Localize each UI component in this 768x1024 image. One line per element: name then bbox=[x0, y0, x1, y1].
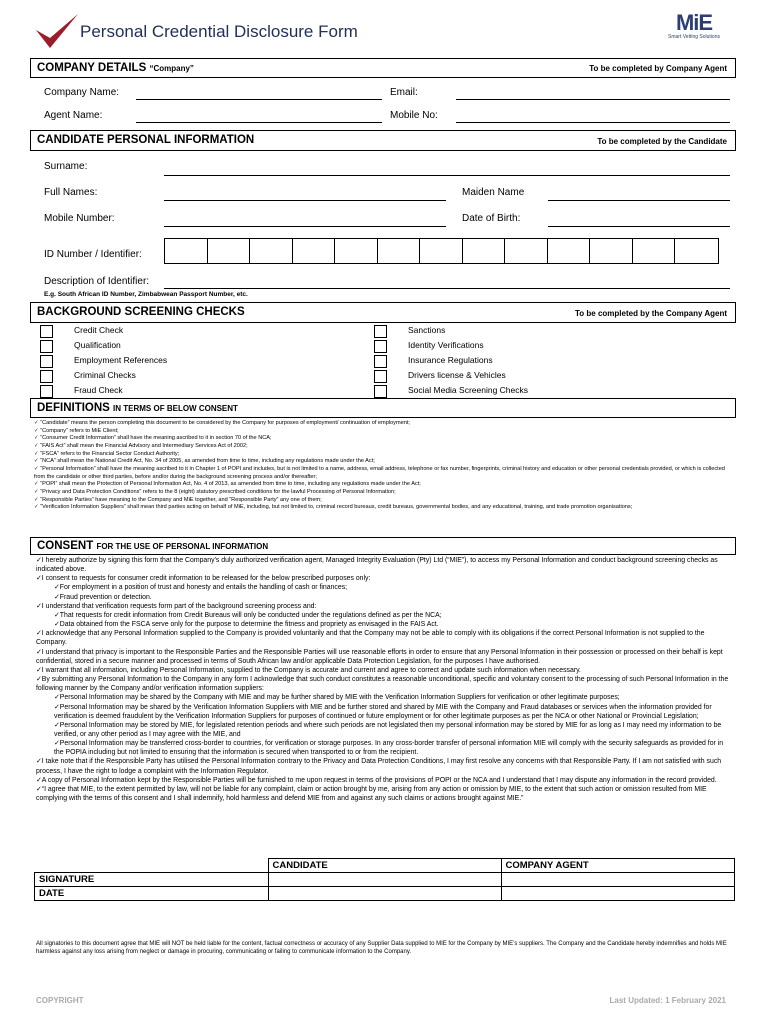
candidate-column-header: CANDIDATE bbox=[268, 859, 501, 873]
consent-item: ✓A copy of Personal Information kept by the Responsible Parties will be furnished to me upon request in terms of the provisions of POPI or the NCA and I understand that I may dispute any information in the record provided. bbox=[36, 776, 717, 784]
definition-item: ✓ “Personal Information” shall have the meaning ascribed to it in Chapter 1 of POPI and includes, but is not limited to a name, address, email address, telephone or fax number, fingerprints, criminal history and education or other personal credentials provided, or which is collected from the candidate or other third parties, before and/or during the background screening process and/or thereafter; bbox=[34, 465, 725, 480]
check-label: Credit Check bbox=[74, 325, 124, 335]
agent-date-cell[interactable] bbox=[501, 887, 734, 901]
description-field[interactable] bbox=[164, 288, 730, 289]
sanctions-checkbox[interactable] bbox=[374, 325, 387, 338]
consent-text bbox=[36, 556, 734, 803]
consent-item: ✓I understand that privacy is important to the Responsible Parties and the Responsible Parties will use reasonable efforts in order to ensure that any Personal Information in their possession or processed on their behalf is kept confidential, stored in a secure manner and processed in terms of South African law and/or applicable Data Protection Legislation, for the purposes I have authorised. bbox=[36, 648, 723, 665]
full-names-label: Full Names: bbox=[44, 187, 98, 198]
credit-check-checkbox[interactable] bbox=[40, 325, 53, 338]
mie-logo-text: MiE bbox=[675, 10, 713, 35]
id-number-label: ID Number / Identifier: bbox=[44, 249, 142, 260]
consent-item: ✓I warrant that all information, including Personal Information, supplied to the Company is accurate and current and agree to correct and update such information when necessary. bbox=[36, 666, 581, 674]
background-title: BACKGROUND SCREENING CHECKS bbox=[37, 306, 245, 318]
maiden-name-label: Maiden Name bbox=[462, 187, 525, 198]
email-field[interactable] bbox=[456, 99, 730, 100]
background-header bbox=[30, 302, 736, 323]
definition-item: ✓ “Consumer Credit Information” shall have the meaning ascribed to it in section 70 of the NCA; bbox=[34, 435, 272, 442]
company-agent-column-header: COMPANY AGENT bbox=[501, 859, 734, 873]
definition-item: ✓ “Privacy and Data Protection Conditions” refers to the 8 (eight) statutory prescribed conditions for the lawful Processing of Personal Information; bbox=[34, 488, 396, 495]
check-label: Employment References bbox=[74, 355, 168, 365]
employment-references-checkbox[interactable] bbox=[40, 355, 53, 368]
candidate-note: To be completed by the Candidate bbox=[597, 137, 727, 146]
candidate-signature-cell[interactable] bbox=[268, 873, 501, 887]
definition-item: ✓ “Responsible Parties” have meaning to the Company and MiE together, and “Responsible Party” any one of them; bbox=[34, 496, 322, 503]
consent-subitem: ✓That requests for credit information from Credit Bureaus will only be conducted under the regulations defined as per the NCA; bbox=[54, 611, 442, 619]
definitions-subtitle: IN TERMS OF BELOW CONSENT bbox=[113, 404, 238, 413]
check-label: Sanctions bbox=[408, 325, 446, 335]
check-label: Criminal Checks bbox=[74, 370, 136, 380]
drivers-license-checkbox[interactable] bbox=[374, 370, 387, 383]
surname-label: Surname: bbox=[44, 161, 88, 172]
date-row-label: DATE bbox=[35, 887, 269, 901]
surname-field[interactable] bbox=[164, 175, 730, 176]
mobile-no-label: Mobile No: bbox=[390, 110, 438, 121]
checkmark-logo-icon bbox=[34, 12, 80, 52]
copyright-text: COPYRIGHT bbox=[36, 996, 84, 1005]
mobile-number-label: Mobile Number: bbox=[44, 213, 115, 224]
consent-item: ✓I understand that verification requests form part of the background screening process and: bbox=[36, 602, 317, 610]
consent-subitem: ✓Fraud prevention or detection. bbox=[54, 593, 152, 601]
check-label: Identity Verifications bbox=[408, 340, 484, 350]
form-title: Personal Credential Disclosure Form bbox=[80, 22, 358, 41]
consent-header bbox=[30, 537, 736, 555]
definition-item: ✓ “FAIS Act” shall mean the Financial Advisory and Intermediary Services Act of 2002; bbox=[34, 442, 248, 449]
check-label: Insurance Regulations bbox=[408, 355, 493, 365]
candidate-date-cell[interactable] bbox=[268, 887, 501, 901]
consent-item: ✓“I agree that MIE, to the extent permitted by law, will not be liable for any complaint, claim or action brought by me, arising from any action or omission by MIE, to the extent that such action or omission resulted from MIE complying with the terms of this consent and I shall indemnify, hold harmless and defend MIE from and against any such claims or actions brought against MIE.” bbox=[36, 785, 707, 803]
last-updated-text: Last Updated: 1 February 2021 bbox=[609, 996, 726, 1005]
maiden-name-field[interactable] bbox=[548, 200, 730, 201]
mie-logo bbox=[664, 12, 724, 40]
definition-item: ✓ “Candidate” means the person completing this document to be considered by the Company for purposes of employment/ continuation of employment; bbox=[34, 420, 410, 426]
mobile-no-field[interactable] bbox=[456, 122, 730, 123]
qualification-checkbox[interactable] bbox=[40, 340, 53, 353]
fraud-check-checkbox[interactable] bbox=[40, 385, 53, 398]
criminal-checks-checkbox[interactable] bbox=[40, 370, 53, 383]
consent-subitem: ✓Personal Information may be transferred cross-border to countries, for verification or storage purposes. In any cross-border transfer of personal information MIE will comply with the security safeguards as provided for in the POPIA including but not limited to ensuring that the information is secured when transported to or from the recipient. bbox=[54, 740, 724, 757]
candidate-title: CANDIDATE PERSONAL INFORMATION bbox=[37, 134, 255, 146]
definitions-list bbox=[34, 420, 734, 512]
definition-item: ✓ “FSCA” refers to the Financial Sector Conduct Authority; bbox=[34, 450, 180, 457]
company-name-label: Company Name: bbox=[44, 87, 120, 98]
definitions-title: DEFINITIONS bbox=[37, 402, 110, 414]
description-label: Description of Identifier: bbox=[44, 276, 150, 287]
company-details-subtitle: “Company” bbox=[149, 64, 194, 73]
consent-item: ✓I hereby authorize by signing this form that the Company’s duly authorized verification agent, Managed Integrity Evaluation (Pty) Ltd (“MIE”), to access my Personal Information and conduct background screening checks as indicated above. bbox=[36, 557, 718, 574]
consent-subitem: ✓Personal Information may be shared by the Company with MIE and may be further shared by MIE with the Verification Information Suppliers for verification or other legitimate purposes; bbox=[54, 694, 620, 702]
company-details-note: To be completed by Company Agent bbox=[589, 64, 727, 73]
check-label: Social Media Screening Checks bbox=[408, 385, 529, 395]
definitions-header bbox=[30, 398, 736, 418]
consent-subtitle: FOR THE USE OF PERSONAL INFORMATION bbox=[96, 542, 269, 551]
candidate-header bbox=[30, 130, 736, 151]
email-label: Email: bbox=[390, 87, 418, 98]
signature-table bbox=[34, 858, 735, 901]
dob-label: Date of Birth: bbox=[462, 213, 521, 224]
description-example: E.g. South African ID Number, Zimbabwean Passport Number, etc. bbox=[44, 291, 248, 298]
company-name-field[interactable] bbox=[136, 99, 382, 100]
consent-subitem: ✓Personal Information may be stored by MIE, for legislated retention periods and where such periods are not legislated then my personal information may be stored by MIE for as long as I may need my information to be verified, or any other period as I may agree with the MIE, and bbox=[54, 721, 722, 738]
background-note: To be completed by the Company Agent bbox=[574, 309, 727, 318]
agent-signature-cell[interactable] bbox=[501, 873, 734, 887]
consent-title: CONSENT bbox=[37, 540, 94, 552]
company-details-title: COMPANY DETAILS bbox=[37, 62, 147, 74]
consent-item: ✓I take note that if the Responsible Party has utilised the Personal Information contrary to the Privacy and Data Protection Conditions, I may first resolve any concerns with that Responsible Party. If I am not satisfied with such process, I have the right to lodge a complaint with the Information Regulator. bbox=[36, 758, 722, 775]
consent-subitem: ✓For employment in a position of trust and honesty and entails the handling of cash or finances; bbox=[54, 584, 348, 592]
dob-field[interactable] bbox=[548, 226, 730, 227]
definition-item: ✓ “Verification Information Suppliers” shall mean third parties acting on behalf of MiE, including, but not limited to, criminal record bureaus, credit bureaus, governmental bodies, and any educational, training, and trade promotion organisations; bbox=[34, 504, 633, 511]
definition-item: ✓ “Company” refers to MiE Client; bbox=[34, 427, 119, 434]
definition-item: ✓ “NCA” shall mean the National Credit Act, No. 34 of 2005, as amended from time to time, including any regulations made under the Act; bbox=[34, 458, 375, 465]
id-number-grid[interactable] bbox=[164, 238, 719, 264]
consent-subitem: ✓Data obtained from the FSCA serve only for the purpose to determine the fitness and propriety as envisaged in the FAIS Act. bbox=[54, 621, 439, 629]
agent-name-label: Agent Name: bbox=[44, 110, 103, 121]
check-label: Drivers license & Vehicles bbox=[408, 370, 506, 380]
identity-verifications-checkbox[interactable] bbox=[374, 340, 387, 353]
mobile-number-field[interactable] bbox=[164, 226, 446, 227]
full-names-field[interactable] bbox=[164, 200, 446, 201]
agent-name-field[interactable] bbox=[136, 122, 382, 123]
consent-subitem: ✓Personal Information may be shared by the Verification Information Suppliers with MIE and be further stored and shared by MIE with the Company and Fraud databases or services when the information provided for verification is deemed fraudulent by the Verification Information Suppliers for purposes of continued or future employment or for other legitimate purposes as per the NCA or other National or Provincial Legislation; bbox=[54, 703, 712, 720]
disclaimer-text: All signatories to this document agree that MIE will NOT be held liable for the content, factual correctness or accuracy of any Supplier Data supplied to MIE for the Company by MIE’s suppliers. The Company and the Candidate hereby indemnifies and holds MIE harmless against any loss arising from neglect or damage in procuring, communicating or failing to communicate information to the Company. bbox=[36, 941, 727, 955]
consent-item: ✓By submitting any Personal Information to the Company in any form I acknowledge that such conduct constitutes a reasonable unconditional, specific and voluntary consent to the processing of such Personal Information in the following manner by the Company and/or verification information suppliers: bbox=[36, 676, 729, 693]
consent-item: ✓I consent to requests for consumer credit information to be released for the below prescribed purposes only: bbox=[36, 575, 371, 583]
mie-logo-tagline: Smart Vetting Solutions bbox=[668, 34, 720, 40]
check-label: Fraud Check bbox=[74, 385, 123, 395]
check-label: Qualification bbox=[74, 340, 121, 350]
insurance-regulations-checkbox[interactable] bbox=[374, 355, 387, 368]
signature-row-label: SIGNATURE bbox=[35, 873, 269, 887]
definition-item: ✓ “POPI” shall mean the Protection of Personal Information Act, No. 4 of 2013, as amended from time to time, including any regulations made under the Act; bbox=[34, 481, 421, 488]
company-details-header bbox=[30, 58, 736, 78]
social-media-checkbox[interactable] bbox=[374, 385, 387, 398]
consent-item: ✓I acknowledge that any Personal Information supplied to the Company is provided voluntarily and that the Company may not be able to comply with its obligations if the correct Personal Information is not supplied to the Company. bbox=[36, 630, 705, 647]
